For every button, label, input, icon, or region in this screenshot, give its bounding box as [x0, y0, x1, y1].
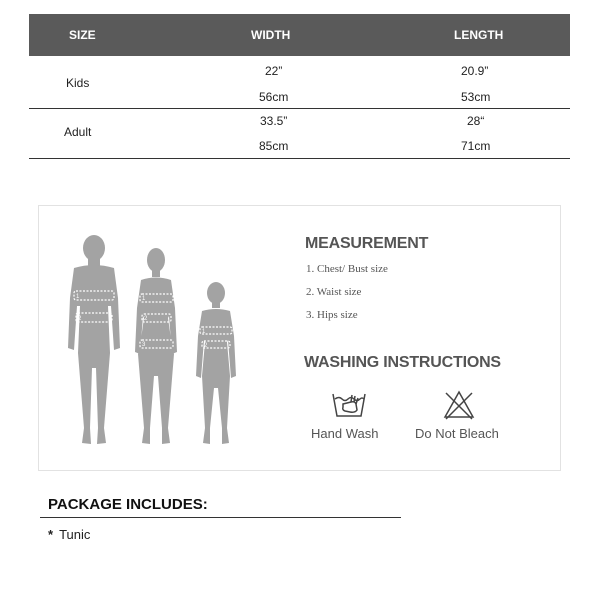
do-not-bleach-icon [443, 390, 475, 420]
row-length-cm: 53cm [461, 90, 491, 104]
header-width: WIDTH [251, 28, 291, 42]
marker-number: 2 [204, 343, 208, 349]
header-length: LENGTH [454, 28, 504, 42]
child-silhouette [196, 282, 236, 444]
row-size-label: Adult [64, 125, 92, 139]
hand-wash-label: Hand Wash [311, 426, 379, 441]
marker-number: 1 [142, 296, 146, 302]
marker-number: 2 [78, 316, 82, 322]
measurement-item: 3. Hips size [306, 309, 358, 321]
package-item-label: Tunic [59, 527, 91, 542]
table-row-kids [29, 56, 570, 109]
measurement-item: 1. Chest/ Bust size [306, 263, 388, 275]
row-width-inches: 33.5” [260, 114, 288, 128]
row-width-cm: 85cm [259, 139, 289, 153]
row-size-label: Kids [66, 76, 90, 90]
measurement-item: 2. Waist size [306, 286, 362, 298]
row-length-inches: 20.9” [461, 64, 489, 78]
row-width-cm: 56cm [259, 90, 289, 104]
package-title: PACKAGE INCLUDES: [48, 496, 208, 513]
row-length-inches: 28“ [467, 114, 485, 128]
marker-number: 1 [202, 329, 206, 335]
marker-number: 3 [142, 342, 146, 348]
measurement-title: MEASUREMENT [305, 235, 429, 252]
do-not-bleach-label: Do Not Bleach [415, 426, 499, 441]
package-divider [40, 517, 401, 518]
bullet-star: * [48, 527, 54, 542]
table-header [29, 14, 570, 56]
row-length-cm: 71cm [461, 139, 491, 153]
header-size: SIZE [69, 28, 96, 42]
body-silhouettes-illustration [44, 228, 254, 453]
size-table [29, 14, 570, 159]
row-width-inches: 22” [265, 64, 283, 78]
washing-title: WASHING INSTRUCTIONS [304, 354, 501, 371]
man-silhouette [68, 235, 120, 444]
marker-number: 2 [144, 316, 148, 322]
table-row-adult [29, 109, 570, 159]
package-item [48, 527, 90, 542]
marker-number: 1 [76, 294, 80, 300]
hand-wash-icon [331, 390, 367, 420]
